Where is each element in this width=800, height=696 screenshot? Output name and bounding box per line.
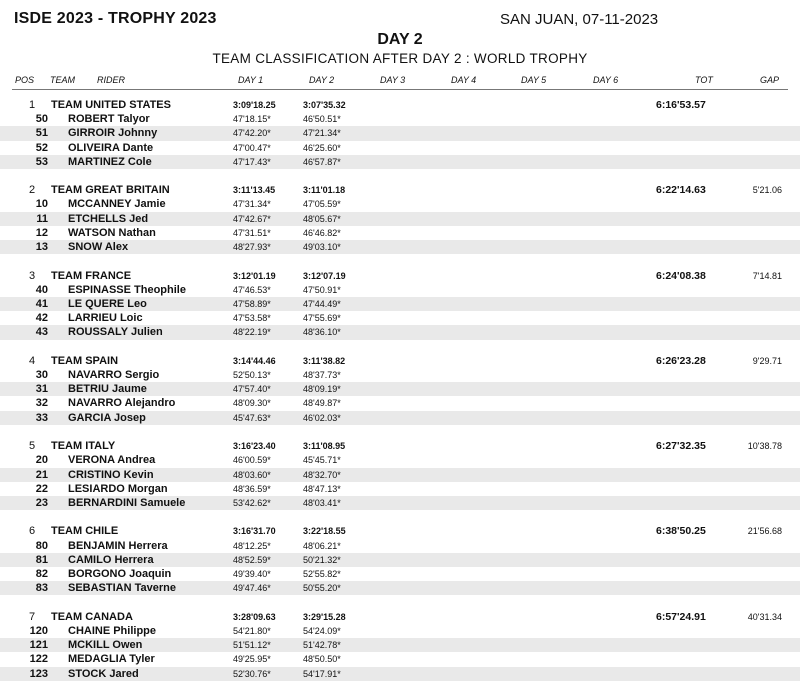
rider-row (0, 482, 800, 496)
rider-row (0, 581, 800, 595)
rider-day2-time: 48'36.10* (303, 327, 341, 338)
rider-bib: 20 (35, 454, 48, 467)
rider-name: LARRIEU Loic (68, 312, 143, 325)
team-row (0, 524, 800, 538)
team-row (0, 610, 800, 624)
rider-day1-time: 48'22.19* (233, 327, 271, 338)
rider-day1-time: 52'50.13* (233, 370, 271, 381)
rider-day2-time: 47'44.49* (303, 298, 341, 309)
team-row (0, 269, 800, 283)
team-gap: 7'14.81 (752, 270, 782, 281)
rider-day2-time: 45'45.71* (303, 455, 341, 466)
rider-bib: 23 (35, 496, 48, 509)
team-block (0, 610, 800, 695)
rider-day1-time: 46'00.59* (233, 455, 271, 466)
team-day1-time: 3:28'09.63 (233, 611, 276, 622)
rider-bib: 32 (35, 397, 48, 410)
col-gap: GAP (760, 75, 780, 85)
team-day2-time: 3:11'38.82 (303, 355, 346, 366)
rider-bib: 22 (35, 482, 48, 495)
team-name: TEAM CANADA (51, 610, 133, 623)
rider-day2-time: 54'17.91* (303, 668, 341, 679)
rider-row (0, 141, 800, 155)
team-name: TEAM FRANCE (51, 269, 132, 282)
team-day2-time: 3:22'18.55 (303, 526, 346, 537)
rider-day2-time: 46'25.60* (303, 142, 341, 153)
rider-row (0, 553, 800, 567)
rider-row (0, 240, 800, 254)
rider-bib: 30 (35, 369, 48, 382)
rider-day1-time: 47'00.47* (233, 142, 271, 153)
rider-day1-time: 47'53.58* (233, 313, 271, 324)
team-day2-time: 3:11'01.18 (303, 185, 346, 196)
rider-row (0, 567, 800, 581)
team-block (0, 98, 800, 183)
rider-row (0, 368, 800, 382)
rider-day1-time: 47'17.43* (233, 156, 271, 167)
rider-day2-time: 48'32.70* (303, 469, 341, 480)
rider-day2-time: 46'57.87* (303, 156, 341, 167)
rider-day1-time: 47'58.89* (233, 298, 271, 309)
rider-day2-time: 48'50.50* (303, 654, 341, 665)
rider-name: NAVARRO Alejandro (68, 397, 176, 410)
rider-bib: 10 (35, 198, 48, 211)
rider-day1-time: 52'30.76* (233, 668, 271, 679)
rider-bib: 12 (35, 226, 48, 239)
rider-day2-time: 48'06.21* (303, 540, 341, 551)
col-day1: DAY 1 (238, 75, 264, 85)
rider-day2-time: 48'09.19* (303, 384, 341, 395)
team-day2-time: 3:29'15.28 (303, 611, 346, 622)
rider-day1-time: 48'09.30* (233, 398, 271, 409)
rider-day2-time: 46'50.51* (303, 114, 341, 125)
rider-name: NAVARRO Sergio (68, 369, 160, 382)
team-day1-time: 3:11'13.45 (233, 185, 276, 196)
col-day6: DAY 6 (593, 75, 619, 85)
team-day1-time: 3:09'18.25 (233, 100, 276, 110)
rider-bib: 41 (35, 297, 48, 310)
rider-day1-time: 47'31.51* (233, 227, 271, 238)
rider-name: MEDAGLIA Tyler (68, 653, 155, 666)
location-date: SAN JUAN, 07-11-2023 (500, 11, 659, 28)
team-block (0, 354, 800, 439)
rider-day1-time: 47'46.53* (233, 284, 271, 295)
col-pos: POS (15, 75, 35, 85)
rider-day2-time: 52'55.82* (303, 569, 341, 580)
rider-row (0, 226, 800, 240)
rider-name: CRISTINO Kevin (68, 468, 154, 481)
team-day1-time: 3:16'23.40 (233, 441, 276, 452)
team-day2-time: 3:07'35.32 (303, 100, 346, 110)
rider-bib: 11 (36, 212, 48, 225)
rider-day2-time: 54'24.09* (303, 625, 341, 636)
team-row (0, 354, 800, 368)
rider-name: MARTINEZ Cole (68, 155, 152, 168)
rider-day2-time: 51'42.78* (303, 640, 341, 651)
team-position: 5 (29, 440, 36, 453)
column-header-row (0, 75, 800, 87)
rider-name: BENJAMIN Herrera (68, 539, 168, 552)
team-name: TEAM ITALY (51, 440, 116, 453)
rider-day2-time: 50'55.20* (303, 583, 341, 594)
col-day2: DAY 2 (309, 75, 335, 85)
rider-bib: 53 (35, 155, 48, 168)
rider-name: MCCANNEY Jamie (68, 198, 166, 211)
rider-name: ROUSSALY Julien (68, 326, 163, 339)
rider-row (0, 539, 800, 553)
rider-day1-time: 51'51.12* (233, 640, 271, 651)
rider-day1-time: 49'39.40* (233, 569, 271, 580)
rider-day2-time: 48'49.87* (303, 398, 341, 409)
team-position: 6 (29, 525, 36, 538)
team-gap: 9'29.71 (752, 355, 782, 366)
rider-name: ETCHELLS Jed (68, 212, 149, 225)
rider-day2-time: 46'02.03* (303, 412, 341, 423)
rider-bib: 83 (35, 582, 48, 595)
rider-bib: 40 (35, 283, 48, 296)
rider-row (0, 496, 800, 510)
rider-name: GIRROIR Johnny (68, 127, 158, 140)
team-classification-table (0, 98, 800, 695)
rider-day2-time: 48'47.13* (303, 483, 341, 494)
rider-row (0, 325, 800, 339)
team-gap: 40'31.34 (747, 611, 782, 622)
rider-day2-time: 47'21.34* (303, 128, 341, 139)
team-total-time: 6:26'23.28 (656, 354, 706, 367)
rider-name: BORGONO Joaquin (68, 568, 172, 581)
rider-day1-time: 49'47.46* (233, 583, 271, 594)
team-day2-time: 3:11'08.95 (303, 441, 346, 452)
rider-day1-time: 53'42.62* (233, 497, 271, 508)
team-position: 1 (29, 99, 36, 111)
rider-day1-time: 48'27.93* (233, 242, 271, 253)
rider-bib: 42 (35, 312, 48, 325)
rider-day1-time: 47'31.34* (233, 199, 271, 210)
team-block (0, 439, 800, 524)
rider-row (0, 453, 800, 467)
rider-name: ESPINASSE Theophile (68, 283, 186, 296)
team-row (0, 439, 800, 453)
team-gap: 21'56.68 (747, 526, 782, 537)
team-row (0, 98, 800, 112)
rider-day1-time: 48'12.25* (233, 540, 271, 551)
rider-name: MCKILL Owen (68, 639, 143, 652)
rider-day1-time: 45'47.63* (233, 412, 271, 423)
team-total-time: 6:57'24.91 (656, 610, 706, 623)
rider-bib: 33 (35, 411, 48, 424)
rider-row (0, 112, 800, 126)
rider-name: SNOW Alex (68, 241, 129, 254)
team-total-time: 6:27'32.35 (656, 440, 706, 453)
col-day3: DAY 3 (380, 75, 406, 85)
rider-day2-time: 46'46.82* (303, 227, 341, 238)
rider-row (0, 624, 800, 638)
team-day2-time: 3:12'07.19 (303, 270, 346, 281)
rider-day2-time: 48'03.41* (303, 497, 341, 508)
rider-day1-time: 47'18.15* (233, 114, 271, 125)
rider-row (0, 667, 800, 681)
team-name: TEAM UNITED STATES (51, 99, 171, 111)
team-name: TEAM CHILE (51, 525, 119, 538)
team-position: 3 (29, 269, 36, 282)
team-block (0, 524, 800, 609)
team-position: 2 (29, 184, 36, 197)
col-day5: DAY 5 (521, 75, 547, 85)
rider-name: CAMILO Herrera (68, 553, 154, 566)
rider-row (0, 468, 800, 482)
team-total-time: 6:22'14.63 (656, 184, 706, 197)
rider-row (0, 297, 800, 311)
rider-day1-time: 49'25.95* (233, 654, 271, 665)
rider-day1-time: 48'36.59* (233, 483, 271, 494)
team-row (0, 183, 800, 197)
rider-day2-time: 47'05.59* (303, 199, 341, 210)
rider-day1-time: 47'57.40* (233, 384, 271, 395)
rider-name: LESIARDO Morgan (68, 482, 168, 495)
rider-bib: 80 (35, 539, 48, 552)
rider-name: VERONA Andrea (68, 454, 156, 467)
rider-name: BERNARDINI Samuele (68, 496, 186, 509)
rider-bib: 52 (35, 141, 48, 154)
rider-day1-time: 47'42.20* (233, 128, 271, 139)
team-position: 4 (29, 354, 36, 367)
rider-bib: 122 (29, 653, 48, 666)
classification-subtitle: TEAM CLASSIFICATION AFTER DAY 2 : WORLD TROPHY (212, 51, 588, 66)
rider-row (0, 411, 800, 425)
rider-name: BETRIU Jaume (68, 383, 147, 396)
team-gap: 10'38.78 (747, 441, 782, 452)
rider-day1-time: 47'42.67* (233, 213, 271, 224)
team-day1-time: 3:12'01.19 (233, 270, 276, 281)
team-name: TEAM GREAT BRITAIN (51, 184, 170, 197)
team-name: TEAM SPAIN (51, 354, 119, 367)
rider-name: GARCIA Josep (68, 411, 146, 424)
rider-bib: 43 (35, 326, 48, 339)
col-rider: RIDER (97, 75, 126, 85)
rider-bib: 120 (29, 624, 48, 637)
rider-bib: 123 (29, 667, 48, 680)
rider-bib: 81 (35, 553, 48, 566)
col-day4: DAY 4 (451, 75, 477, 85)
rider-name: ROBERT Talyor (68, 113, 150, 126)
rider-day2-time: 47'55.69* (303, 313, 341, 324)
rider-name: SEBASTIAN Taverne (68, 582, 176, 595)
rider-row (0, 197, 800, 211)
col-tot: TOT (695, 75, 713, 85)
rider-bib: 82 (35, 568, 48, 581)
rider-name: OLIVEIRA Dante (68, 141, 154, 154)
rider-bib: 31 (35, 383, 48, 396)
team-total-time: 6:16'53.57 (656, 99, 706, 111)
rider-row (0, 311, 800, 325)
day-title: DAY 2 (377, 31, 423, 48)
rider-name: LE QUERE Leo (68, 297, 147, 310)
rider-day2-time: 50'21.32* (303, 554, 341, 565)
rider-bib: 21 (35, 468, 48, 481)
team-block (0, 183, 800, 268)
rider-day1-time: 48'03.60* (233, 469, 271, 480)
rider-bib: 121 (29, 639, 48, 652)
rider-row (0, 382, 800, 396)
team-total-time: 6:38'50.25 (656, 525, 706, 538)
team-gap: 5'21.06 (752, 185, 782, 196)
rider-day2-time: 48'37.73* (303, 370, 341, 381)
rider-row (0, 638, 800, 652)
rider-row (0, 652, 800, 666)
rider-day2-time: 48'05.67* (303, 213, 341, 224)
header-divider (12, 89, 788, 90)
rider-row (0, 155, 800, 169)
rider-row (0, 212, 800, 226)
team-position: 7 (29, 610, 36, 623)
col-team: TEAM (50, 75, 76, 85)
rider-row (0, 126, 800, 140)
rider-bib: 51 (35, 127, 48, 140)
rider-day2-time: 47'50.91* (303, 284, 341, 295)
team-day1-time: 3:14'44.46 (233, 355, 276, 366)
rider-name: CHAINE Philippe (68, 624, 157, 637)
rider-row (0, 396, 800, 410)
rider-day2-time: 49'03.10* (303, 242, 341, 253)
team-day1-time: 3:16'31.70 (233, 526, 276, 537)
rider-row (0, 283, 800, 297)
team-block (0, 269, 800, 354)
event-title: ISDE 2023 - TROPHY 2023 (14, 10, 217, 27)
rider-day1-time: 48'52.59* (233, 554, 271, 565)
rider-bib: 50 (35, 113, 48, 126)
team-total-time: 6:24'08.38 (656, 269, 706, 282)
rider-bib: 13 (35, 241, 48, 254)
rider-day1-time: 54'21.80* (233, 625, 271, 636)
rider-name: WATSON Nathan (68, 226, 156, 239)
rider-name: STOCK Jared (68, 667, 139, 680)
